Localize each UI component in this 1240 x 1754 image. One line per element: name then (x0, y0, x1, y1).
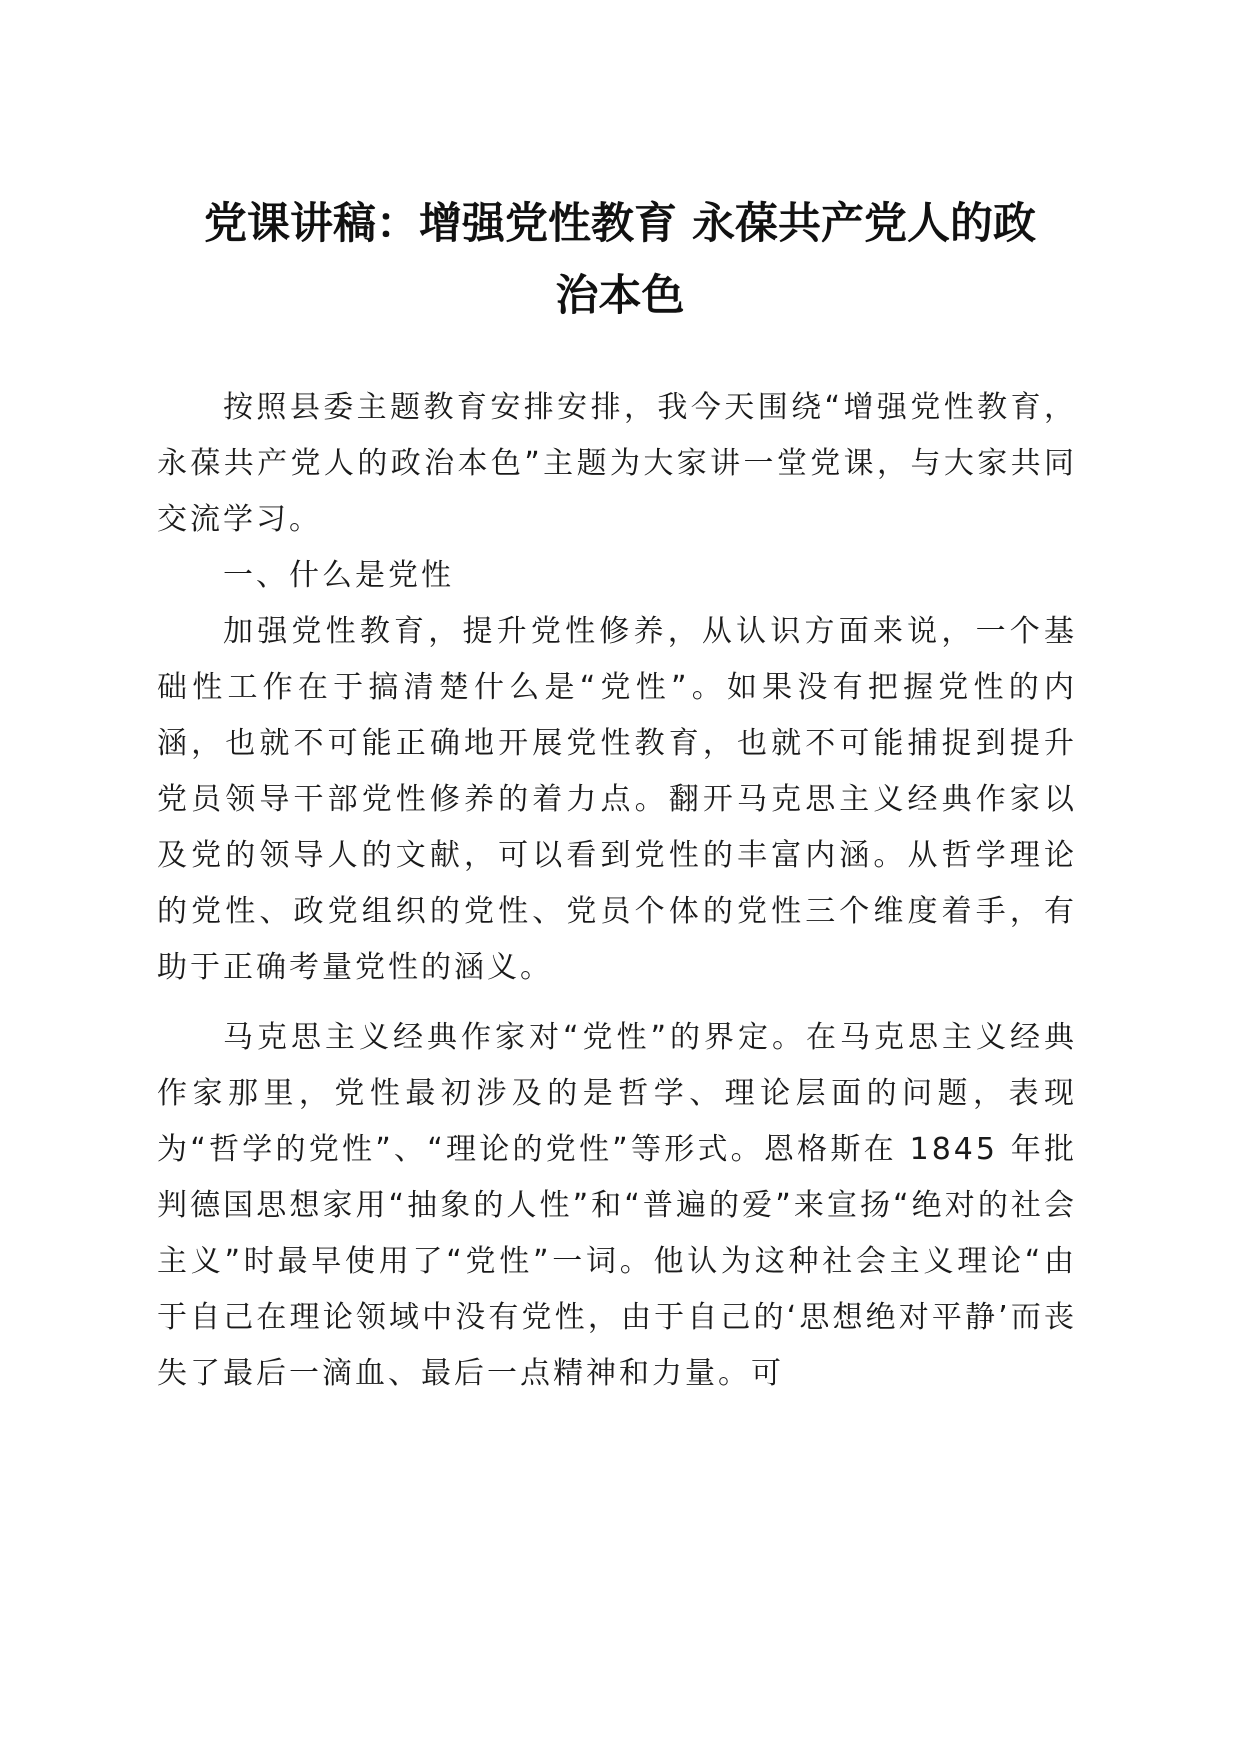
intro-paragraph: 按照县委主题教育安排安排，我今天围绕“增强党性教育，永葆共产党人的政治本色”主题为大家讲一堂党课，与大家共同交流学习。 (157, 390, 1077, 537)
body-paragraph-2: 马克思主义经典作家对“党性”的界定。在马克思主义经典作家那里，党性最初涉及的是哲学、理论层面的问题，表现为“哲学的党性”、“理论的党性”等形式。恩格斯在 1845 年批判德国思想家用“抽象的人性”和“普遍的爱”来宣扬“绝对的社会主义”时最早使用了“党性”一词。他认为这种社会主义理论“由于自己在理论领域中没有党性，由于自己的‘思想绝对平静’而丧失了最后一滴血、最后一点精神和力量。可 (157, 1020, 1077, 1391)
body-paragraph-1: 加强党性教育，提升党性修养，从认识方面来说，一个基础性工作在于搞清楚什么是“党性”。如果没有把握党性的内涵，也就不可能正确地开展党性教育，也就不可能捕捉到提升党员领导干部党性修养的着力点。翻开马克思主义经典作家以及党的领导人的文献，可以看到党性的丰富内涵。从哲学理论的党性、政党组织的党性、党员个体的党性三个维度着手，有助于正确考量党性的涵义。 (157, 614, 1077, 985)
title-line-1: 党课讲稿：增强党性教育 永葆共产党人的政 (204, 199, 1036, 249)
title-line-2: 治本色 (555, 271, 685, 321)
section-heading-1: 一、什么是党性 (223, 558, 454, 593)
document-body (157, 380, 1077, 1402)
document-title (150, 188, 1090, 332)
